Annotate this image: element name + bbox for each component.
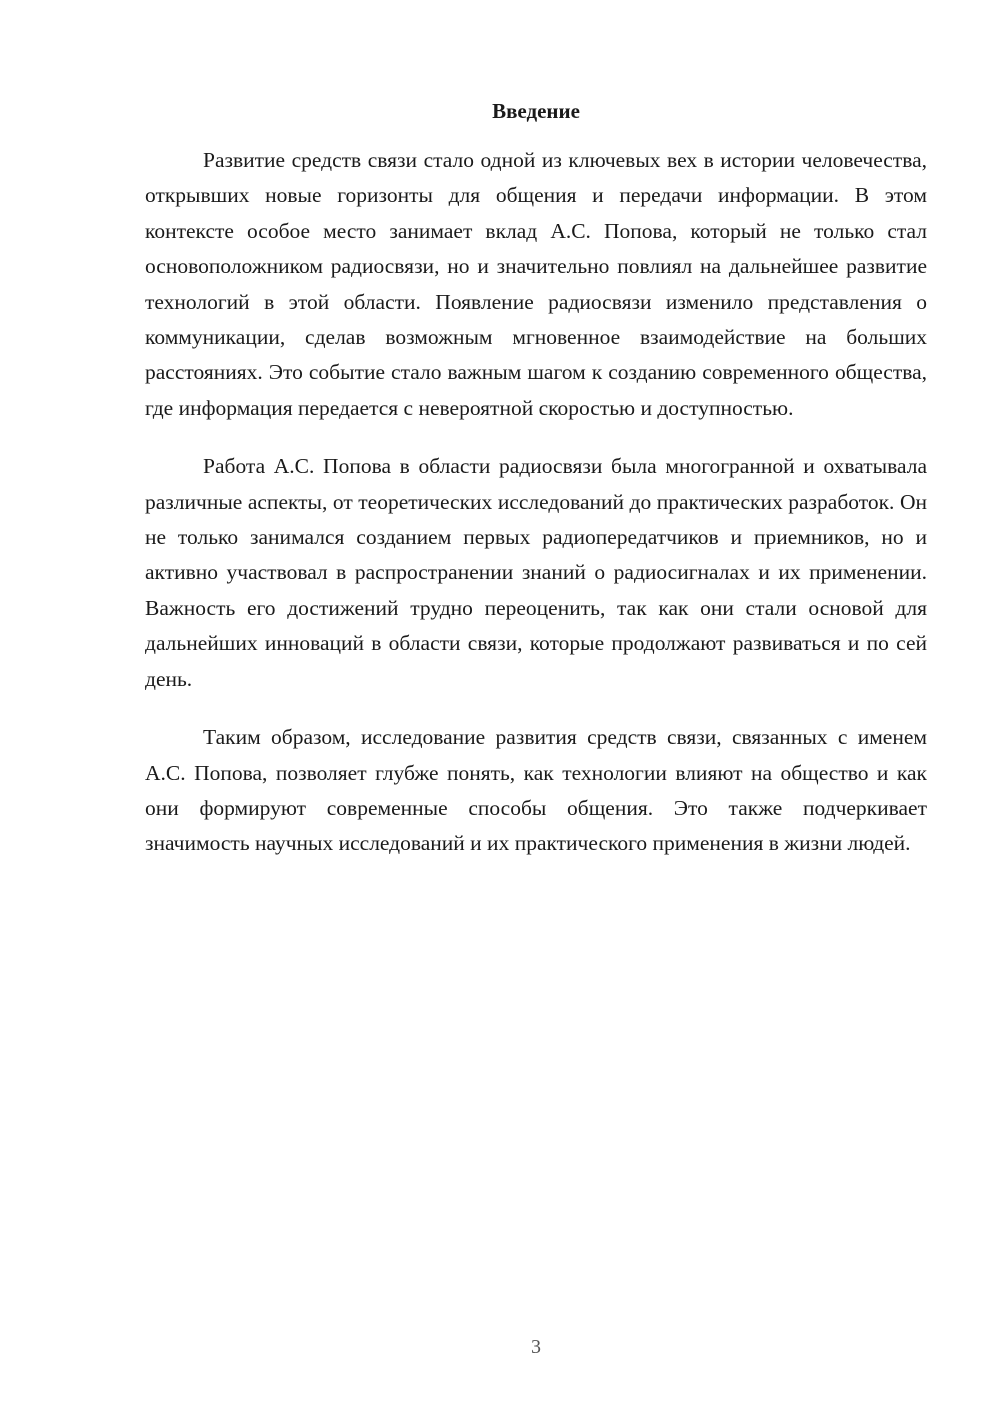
page-heading: Введение (492, 99, 580, 123)
paragraph-3: Таким образом, исследование развития средств связи, связанных с именем А.С. Попова, позволяет глубже понять, как технологии влияют на общество и как они формируют современные способы общения. Это также подчеркивает значимость научных исследований и их практического применения в жизни людей. (145, 725, 927, 856)
page-number: 3 (531, 1336, 541, 1358)
paragraph-2: Работа А.С. Попова в области радиосвязи была многогранной и охватывала различные аспекты, от теоретических исследований до практических разработок. Он не только занимался созданием первых радиопередатчиков и приемников, но и активно участвовал в распространении знаний о радиосигналах и их применении. Важность его достижений трудно переоценить, так как они стали основой для дальнейших инноваций в области связи, которые продолжают развиваться и по сей день. (145, 454, 927, 691)
body-text (145, 143, 927, 885)
paragraph-1: Развитие средств связи стало одной из ключевых вех в истории человечества, открывших новые горизонты для общения и передачи информации. В этом контексте особое место занимает вклад А.С. Попова, который не только стал основоположником радиосвязи, но и значительно повлиял на дальнейшее развитие технологий в этой области. Появление радиосвязи изменило представления о коммуникации, сделав возможным мгновенное взаимодействие на больших расстояниях. Это событие стало важным шагом к созданию современного общества, где информация передается с невероятной скоростью и доступностью. (145, 148, 927, 420)
